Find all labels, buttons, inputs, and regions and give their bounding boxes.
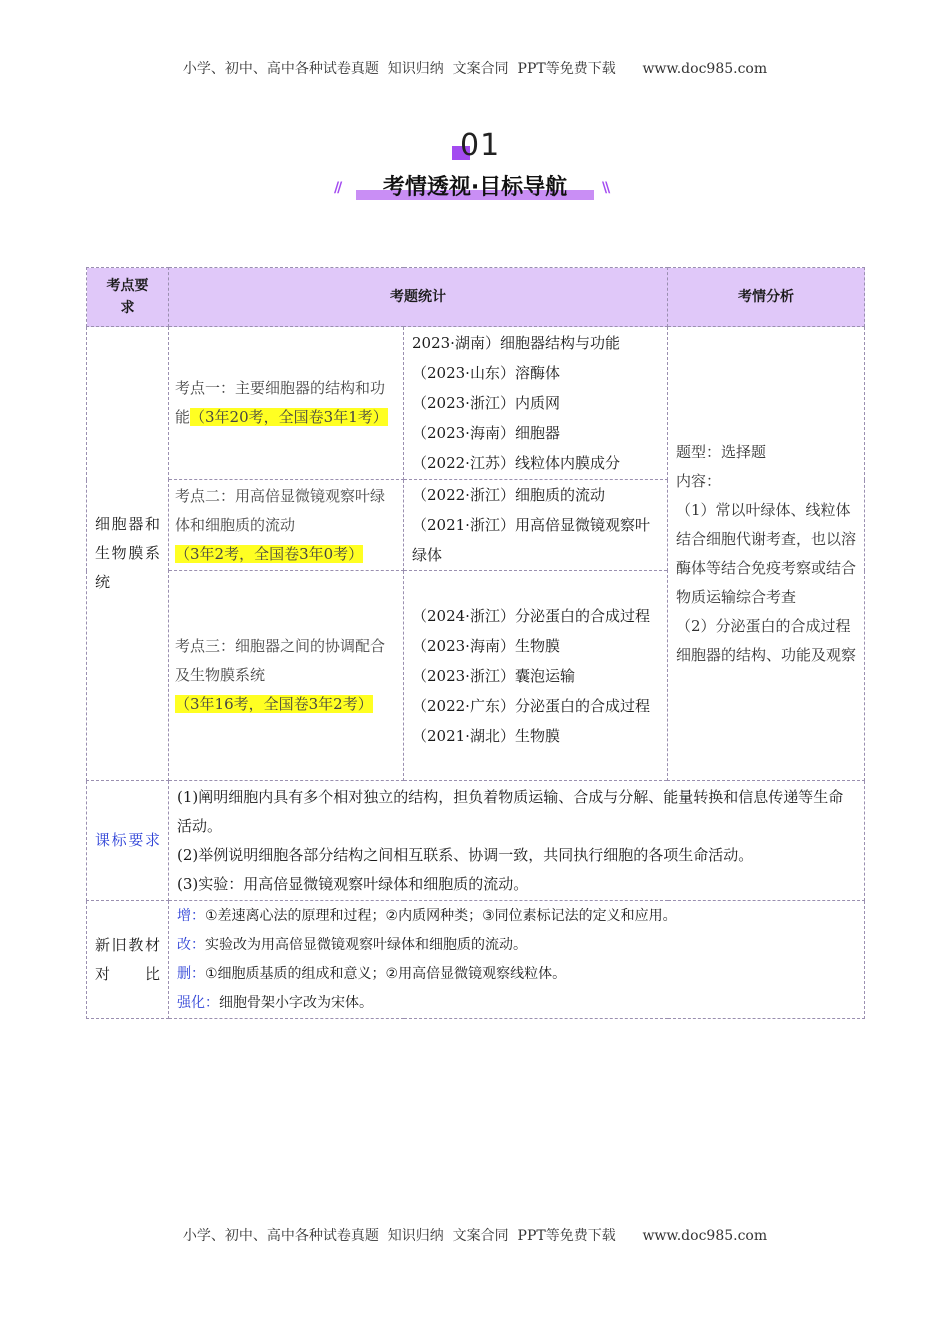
list-item: （2021·湖北）生物膜 (412, 726, 560, 745)
list-item: （2023·浙江）囊泡运输 (412, 666, 575, 685)
point-label: 考点三：细胞器之间的协调配合及生物膜系统 (175, 637, 386, 684)
list-item: （2023·山东）溶酶体 (412, 364, 560, 382)
textbook-text: 实验改为用高倍显微镜观察叶绿体和细胞质的流动。 (205, 936, 527, 953)
textbook-tag: 删： (177, 965, 205, 982)
analysis-line: 题型：选择题 (676, 442, 767, 461)
list-item (177, 931, 856, 960)
question-list-2 (404, 480, 668, 571)
list-item: 2023·湖南）细胞器结构与功能 (412, 334, 620, 352)
point-cell-3 (169, 571, 404, 781)
header-analysis: 考情分析 (668, 268, 865, 327)
point-label: 考点二：用高倍显微镜观察叶绿体和细胞质的流动 (175, 486, 386, 534)
question-list-3 (404, 571, 668, 781)
point-label: 考点一：主要细胞器的结构和功能 (175, 379, 386, 426)
list-item: （2022·浙江）细胞质的流动 (412, 486, 605, 504)
curriculum-content (169, 781, 865, 901)
list-item: （2022·广东）分泌蛋白的合成过程 (412, 696, 650, 715)
section-number (440, 128, 520, 168)
point-cell-2 (169, 480, 404, 571)
textbook-text: ①细胞质基质的组成和意义；②用高倍显微镜观察线粒体。 (205, 965, 567, 982)
curriculum-label: 课标要求 (95, 831, 160, 849)
list-item (177, 989, 856, 1018)
curriculum-item: (1)阐明细胞内具有多个相对独立的结构，担负着物质运输、合成与分解、能量转换和信息传递等生命活动。 (177, 787, 844, 835)
topic-cell (87, 327, 169, 781)
point-cell-1 (169, 327, 404, 480)
title-left-slash-icon: // (334, 180, 341, 196)
table-row (87, 901, 865, 1019)
list-item: （2023·海南）生物膜 (412, 636, 560, 655)
topic-label: 细胞器和生物膜系统 (95, 515, 160, 591)
header-statistics: 考题统计 (169, 268, 668, 327)
list-item (177, 902, 856, 931)
textbook-content (169, 901, 865, 1019)
list-item: （2023·海南）细胞器 (412, 424, 560, 442)
point-count-highlight: （3年2考，全国卷3年0考） (175, 544, 364, 563)
point-count-highlight: （3年20考，全国卷3年1考） (190, 408, 388, 426)
table-row (87, 327, 865, 480)
table-header-row (87, 268, 865, 327)
list-item (177, 960, 856, 989)
textbook-label: 新旧教材对比 (95, 935, 160, 983)
list-item: （2022·江苏）线粒体内膜成分 (412, 454, 620, 472)
title-right-slash-icon: \\ (602, 180, 609, 196)
analysis-line: （1）常以叶绿体、线粒体结合细胞代谢考查，也以溶酶体等结合免疫考察或结合物质运输综合考查 (676, 500, 857, 606)
textbook-tag: 强化： (177, 994, 219, 1011)
question-list-1 (404, 327, 668, 480)
point-count-highlight: （3年16考，全国卷3年2考） (175, 695, 373, 713)
curriculum-label-cell (87, 781, 169, 901)
exam-analysis-table (86, 267, 865, 1019)
textbook-tag: 改： (177, 936, 205, 953)
analysis-line: 细胞器的结构、功能及观察 (676, 645, 857, 664)
page-footer: 小学、初中、高中各种试卷真题 知识归纳 文案合同 PPT等免费下载 www.doc985.com (182, 1228, 768, 1244)
textbook-text: ①差速离心法的原理和过程；②内质网种类；③同位素标记法的定义和应用。 (205, 907, 677, 924)
textbook-label-cell (87, 901, 169, 1019)
list-item: （2021·浙江）用高倍显微镜观察叶绿体 (412, 516, 650, 564)
section-title (330, 168, 620, 204)
header-requirements: 考点要求 (87, 268, 169, 327)
table-row (87, 781, 865, 901)
section-title-text: 考情透视·目标导航 (382, 175, 568, 200)
analysis-line: 内容： (676, 471, 722, 490)
list-item: （2024·浙江）分泌蛋白的合成过程 (412, 606, 650, 625)
list-item: （2023·浙江）内质网 (412, 394, 560, 412)
curriculum-item: (2)举例说明细胞各部分结构之间相互联系、协调一致，共同执行细胞的各项生命活动。 (177, 845, 754, 864)
section-number-text: 01 (460, 128, 501, 163)
textbook-tag: 增： (177, 907, 205, 924)
analysis-line: （2）分泌蛋白的合成过程 (676, 616, 851, 635)
page-header: 小学、初中、高中各种试卷真题 知识归纳 文案合同 PPT等免费下载 www.doc985.com (182, 61, 768, 77)
textbook-text: 细胞骨架小字改为宋体。 (219, 994, 373, 1011)
analysis-cell (668, 327, 865, 781)
curriculum-item: (3)实验：用高倍显微镜观察叶绿体和细胞质的流动。 (177, 874, 529, 893)
